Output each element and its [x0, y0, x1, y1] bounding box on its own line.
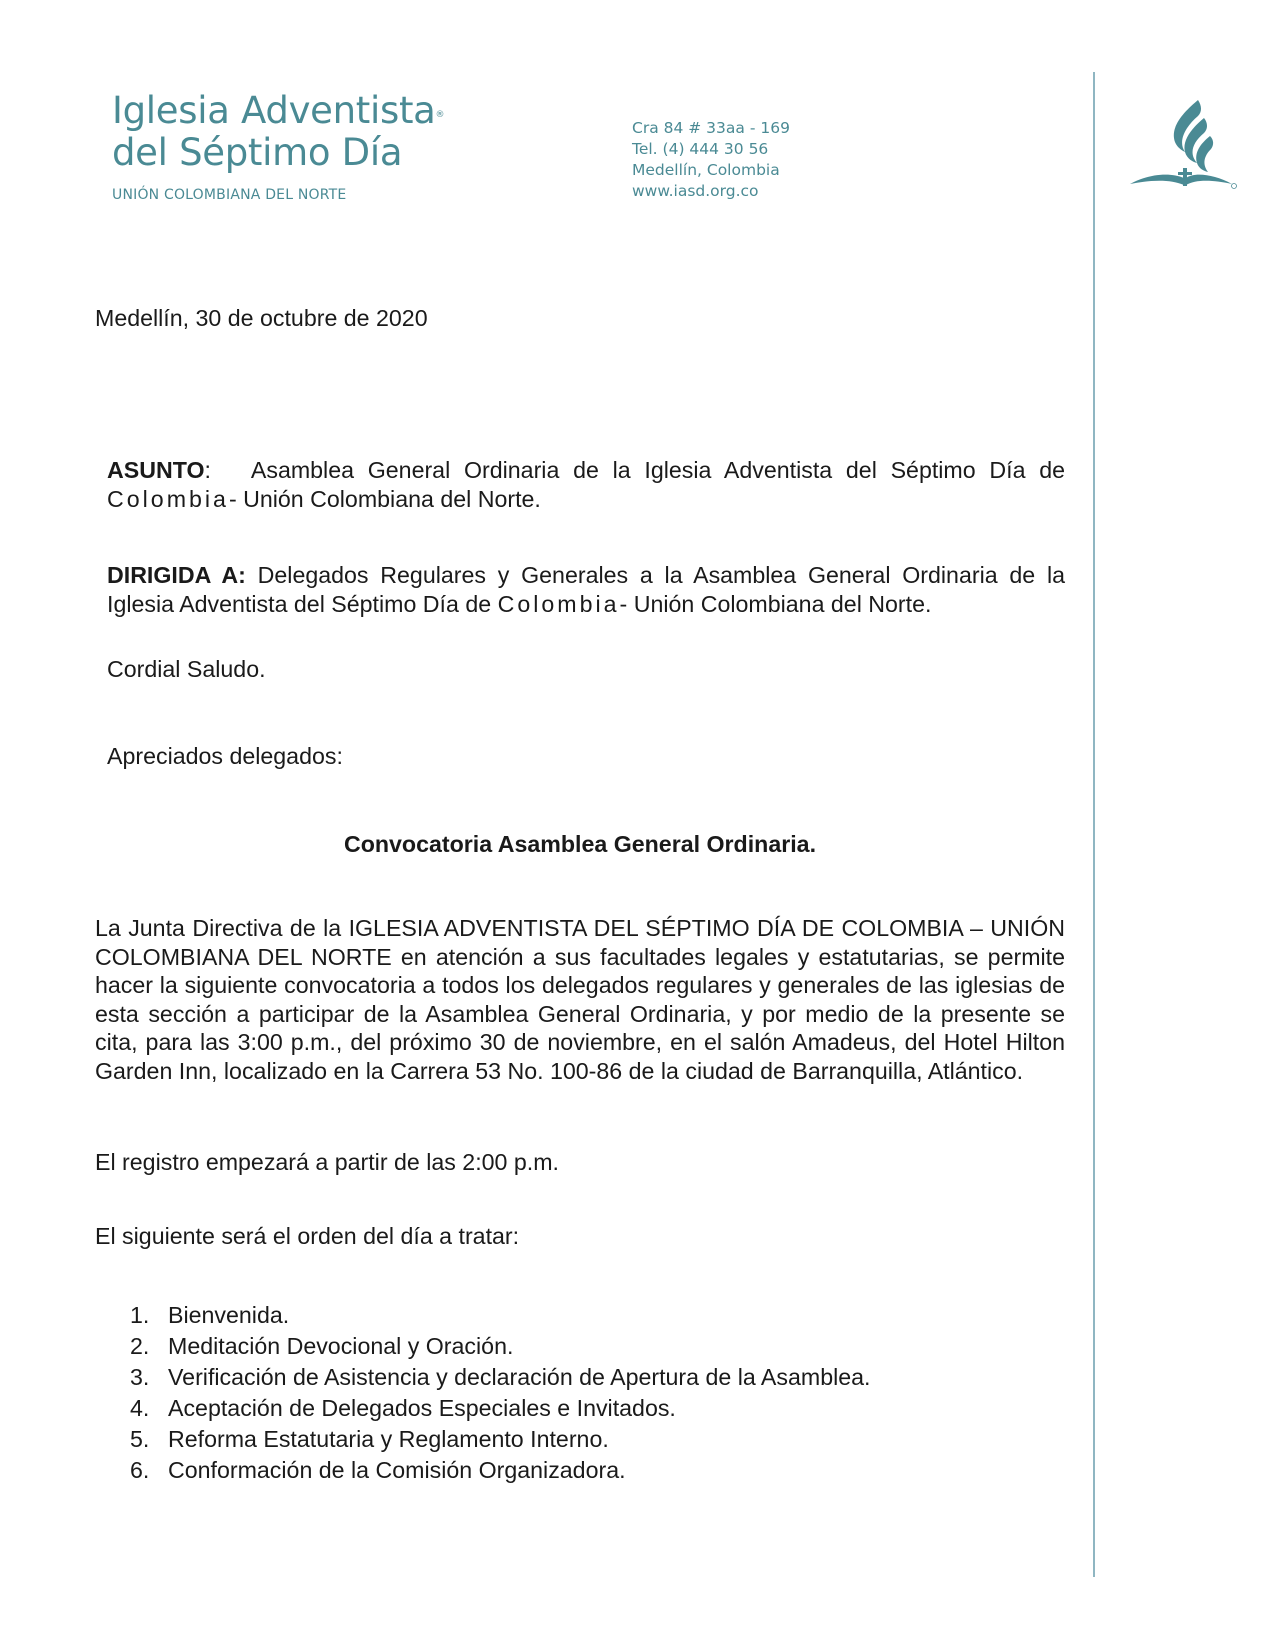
addressee-text-b: - Unión Colombiana del Norte. [619, 590, 932, 617]
agenda-item [130, 1300, 870, 1331]
addressee-text-a: Delegados Regulares y Generales a la Asamblea General Ordinaria de la Iglesia Adventista del Séptimo Día de [107, 562, 1065, 617]
agenda-item [130, 1393, 870, 1424]
letterhead-contact [632, 118, 790, 202]
agenda-item-number: 5. [130, 1426, 150, 1452]
salutation: Apreciados delegados: [107, 743, 343, 769]
agenda-list [130, 1300, 870, 1486]
contact-phone: Tel. (4) 444 30 56 [632, 140, 769, 158]
addressee-colombia: Colombia [497, 590, 620, 617]
agenda-item [130, 1362, 870, 1393]
registered-mark: ® [435, 110, 445, 120]
agenda-item-text: Conformación de la Comisión Organizadora. [168, 1457, 626, 1483]
agenda-item-text: Meditación Devocional y Oración. [168, 1333, 514, 1359]
agenda-item [130, 1331, 870, 1362]
subject-text-b: - Unión Colombiana del Norte. [228, 485, 541, 512]
convocation-title: Convocatoria Asamblea General Ordinaria. [343, 831, 817, 857]
greeting: Cordial Saludo. [107, 656, 266, 682]
agenda-item-number: 4. [130, 1395, 150, 1421]
org-subtitle: UNIÓN COLOMBIANA DEL NORTE [112, 187, 347, 203]
org-name-line-1 [112, 90, 444, 132]
vertical-divider [1093, 72, 1095, 1577]
letter-date: Medellín, 30 de octubre de 2020 [95, 305, 428, 331]
agenda-item [130, 1424, 870, 1455]
agenda-item-number: 2. [130, 1333, 150, 1359]
agenda-item [130, 1455, 870, 1486]
agenda-item-number: 3. [130, 1364, 150, 1390]
subject-colon: : [204, 457, 211, 483]
agenda-item-text: Reforma Estatutaria y Reglamento Interno. [168, 1426, 609, 1452]
convocation-paragraph: La Junta Directiva de la IGLESIA ADVENTISTA DEL SÉPTIMO DÍA DE COLOMBIA – UNIÓN COLOMBIANA DEL NORTE en atención a sus facultades legales y estatutarias, se permite hacer la siguiente convocatoria a todos los delegados regulares y generales de las iglesias de esta sección a participar de la Asamblea General Ordinaria, y por medio de la presente se cita, para las 3:00 p.m., del próximo 30 de noviembre, en el salón Amadeus, del Hotel Hilton Garden Inn, localizado en la Carrera 53 No. 100-86 de la ciudad de Barranquilla, Atlántico. [95, 915, 1065, 1084]
agenda-item-text: Verificación de Asistencia y declaración de Apertura de la Asamblea. [168, 1364, 871, 1390]
contact-city: Medellín, Colombia [632, 161, 780, 179]
agenda-item-number: 6. [130, 1457, 150, 1483]
letterhead-organization [112, 90, 444, 203]
contact-website: www.iasd.org.co [632, 182, 759, 200]
org-name-text-1: Iglesia Adventista [112, 89, 436, 132]
subject-paragraph [107, 456, 1065, 513]
subject-label: ASUNTO [107, 457, 205, 483]
contact-address: Cra 84 # 33aa - 169 [632, 119, 790, 137]
subject-text-a: Asamblea General Ordinaria de la Iglesia Adventista del Séptimo Día de [250, 457, 1065, 483]
agenda-item-text: Aceptación de Delegados Especiales e Invitados. [168, 1395, 676, 1421]
registration-note: El registro empezará a partir de las 2:00 p.m. [95, 1149, 559, 1175]
org-name-line-2: del Séptimo Día [112, 131, 403, 174]
addressee-paragraph [107, 561, 1065, 618]
agenda-item-text: Bienvenida. [168, 1302, 290, 1328]
subject-colombia: Colombia [107, 485, 229, 512]
agenda-intro: El siguiente será el orden del día a tratar: [95, 1223, 520, 1249]
adventist-flame-book-icon [1128, 98, 1238, 198]
addressee-label: DIRIGIDA A: [107, 562, 246, 588]
agenda-item-number: 1. [130, 1302, 150, 1328]
